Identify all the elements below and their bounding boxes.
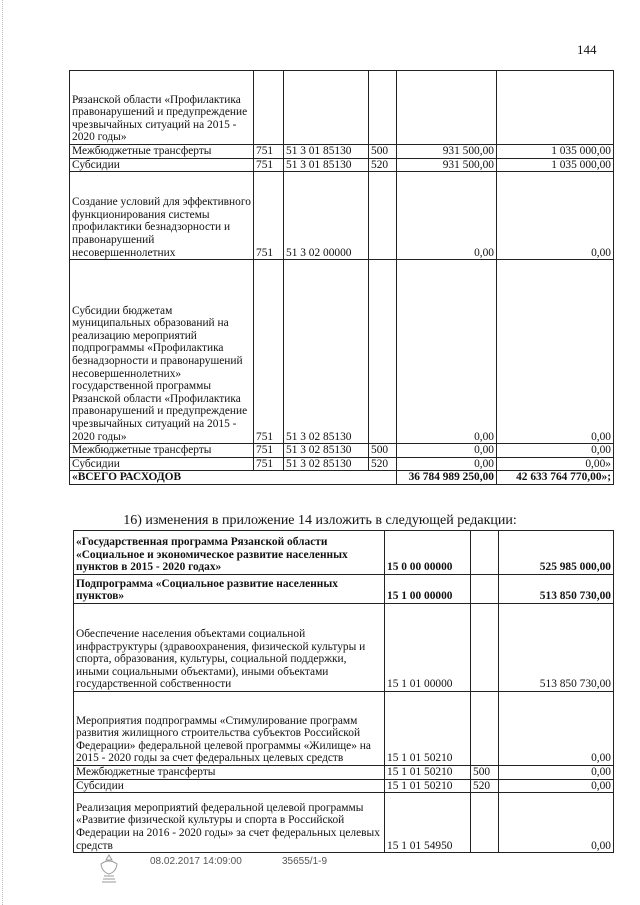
item-name-cell: Создание условий для эффективного функционирования системы профилактики безнадзорности и правонарушений несовершеннолетних — [70, 172, 254, 260]
expense-type-cell — [369, 260, 397, 444]
amendment-note: 16) изменения в приложение 14 изложить в следующей редакции: — [123, 513, 517, 528]
expense-type-cell: 500 — [369, 145, 397, 159]
footer-doc-id: 35655/1-9 — [282, 856, 328, 867]
emblem-icon — [96, 852, 122, 886]
budget-code-cell: 51 3 02 00000 — [284, 172, 369, 260]
sum-2017-cell — [397, 71, 497, 145]
budget-code-cell: 51 3 02 85130 — [284, 260, 369, 444]
budget-code-cell: 15 1 01 50210 — [385, 766, 471, 780]
item-name-cell: Субсидии — [70, 158, 254, 172]
sum-2018-cell: 0,00 — [497, 260, 614, 444]
table-row — [74, 793, 614, 853]
sum-2018-cell: 0,00 — [497, 444, 614, 458]
item-name-cell: Межбюджетные трансферты — [70, 444, 254, 458]
expense-type-cell — [471, 793, 499, 853]
footer-datetime: 08.02.2017 14:09:00 — [150, 856, 242, 867]
sum-2018-cell: 0,00 — [497, 172, 614, 260]
total-sum-2017-cell: 36 784 989 250,00 — [397, 471, 497, 485]
budget-code-cell: 51 3 01 85130 — [284, 145, 369, 159]
item-name-cell: Субсидии — [74, 779, 385, 793]
budget-code-cell: 51 3 01 85130 — [284, 158, 369, 172]
org-code-cell: 751 — [254, 457, 284, 471]
org-code-cell — [254, 71, 284, 145]
sum-2017-cell: 0,00 — [397, 260, 497, 444]
sum-cell: 0,00 — [499, 766, 614, 780]
table-row — [70, 158, 614, 172]
total-row — [70, 471, 614, 485]
table-row — [74, 575, 614, 604]
appendix-14-table — [73, 530, 614, 853]
sum-cell: 0,00 — [499, 692, 614, 766]
org-code-cell: 751 — [254, 145, 284, 159]
table-row — [74, 779, 614, 793]
page-number: 144 — [577, 42, 597, 57]
sum-2018-cell — [497, 71, 614, 145]
budget-code-cell: 15 0 00 00000 — [385, 531, 471, 575]
total-sum-2018-cell: 42 633 764 770,00»; — [497, 471, 614, 485]
item-name-cell: Обеспечение населения объектами социальной инфраструктуры (здравоохранения, физической культуры и спорта, образования, культуры, социальной поддержки, иными социальными объектами), иными объектами государственной собственности — [74, 604, 385, 692]
expense-type-cell — [369, 172, 397, 260]
sum-cell: 0,00 — [499, 779, 614, 793]
org-code-cell: 751 — [254, 260, 284, 444]
expense-type-cell — [369, 71, 397, 145]
sum-2017-cell: 931 500,00 — [397, 158, 497, 172]
table-row — [70, 444, 614, 458]
sum-cell: 513 850 730,00 — [499, 604, 614, 692]
total-label-cell: «ВСЕГО РАСХОДОВ — [70, 471, 397, 485]
item-name-cell: Подпрограмма «Социальное развитие населенных пунктов» — [74, 575, 385, 604]
org-code-cell: 751 — [254, 158, 284, 172]
item-name-cell: Межбюджетные трансферты — [70, 145, 254, 159]
expense-type-cell: 520 — [369, 457, 397, 471]
table-row — [74, 766, 614, 780]
sum-2018-cell: 1 035 000,00 — [497, 145, 614, 159]
budget-code-cell — [284, 71, 369, 145]
budget-code-cell: 15 1 01 54950 — [385, 793, 471, 853]
table-row — [70, 71, 614, 145]
expenses-table-continued — [69, 70, 614, 485]
table-row — [70, 145, 614, 159]
item-name-cell: Реализация мероприятий федеральной целевой программы «Развитие физической культуры и спорта в Российской Федерации на 2016 - 2020 годы» за счет федеральных целевых средств — [74, 793, 385, 853]
budget-code-cell: 15 1 01 00000 — [385, 604, 471, 692]
sum-2018-cell: 0,00» — [497, 457, 614, 471]
item-name-cell: Рязанской области «Профилактика правонарушений и предупреждение чрезвычайных ситуаций на 2015 - 2020 годы» — [70, 71, 254, 145]
table-row — [70, 457, 614, 471]
table-row — [74, 692, 614, 766]
item-name-cell: Субсидии — [70, 457, 254, 471]
expense-type-cell: 500 — [471, 766, 499, 780]
sum-2018-cell: 1 035 000,00 — [497, 158, 614, 172]
budget-code-cell: 15 1 01 50210 — [385, 692, 471, 766]
table-row — [74, 531, 614, 575]
budget-code-cell: 15 1 00 00000 — [385, 575, 471, 604]
budget-code-cell: 51 3 02 85130 — [284, 444, 369, 458]
budget-code-cell: 51 3 02 85130 — [284, 457, 369, 471]
item-name-cell: Субсидии бюджетам муниципальных образований на реализацию мероприятий подпрограммы «Профилактика безнадзорности и правонарушений несовершеннолетних» государственной программы Рязанской области «Профилактика правонарушений и предупреждение чрезвычайных ситуаций на 2015 - 2020 годы» — [70, 260, 254, 444]
org-code-cell: 751 — [254, 444, 284, 458]
sum-2017-cell: 0,00 — [397, 457, 497, 471]
item-name-cell: Мероприятия подпрограммы «Стимулирование программ развития жилищного строительства субъектов Российской Федерации» федеральной целевой программы «Жилище» на 2015 - 2020 годы за счет федеральных целевых средств — [74, 692, 385, 766]
table-row — [74, 604, 614, 692]
expense-type-cell — [471, 575, 499, 604]
sum-2017-cell: 931 500,00 — [397, 145, 497, 159]
sum-2017-cell: 0,00 — [397, 172, 497, 260]
expense-type-cell: 500 — [369, 444, 397, 458]
sum-cell: 513 850 730,00 — [499, 575, 614, 604]
table-row — [70, 172, 614, 260]
budget-code-cell: 15 1 01 50210 — [385, 779, 471, 793]
expense-type-cell — [471, 604, 499, 692]
sum-cell: 0,00 — [499, 793, 614, 853]
table-row — [70, 260, 614, 444]
expense-type-cell: 520 — [471, 779, 499, 793]
page-edge — [2, 0, 4, 905]
sum-2017-cell: 0,00 — [397, 444, 497, 458]
sum-cell: 525 985 000,00 — [499, 531, 614, 575]
item-name-cell: «Государственная программа Рязанской области «Социальное и экономическое развитие населенных пунктов в 2015 - 2020 годах» — [74, 531, 385, 575]
expense-type-cell — [471, 531, 499, 575]
expense-type-cell — [471, 692, 499, 766]
item-name-cell: Межбюджетные трансферты — [74, 766, 385, 780]
expense-type-cell: 520 — [369, 158, 397, 172]
org-code-cell: 751 — [254, 172, 284, 260]
